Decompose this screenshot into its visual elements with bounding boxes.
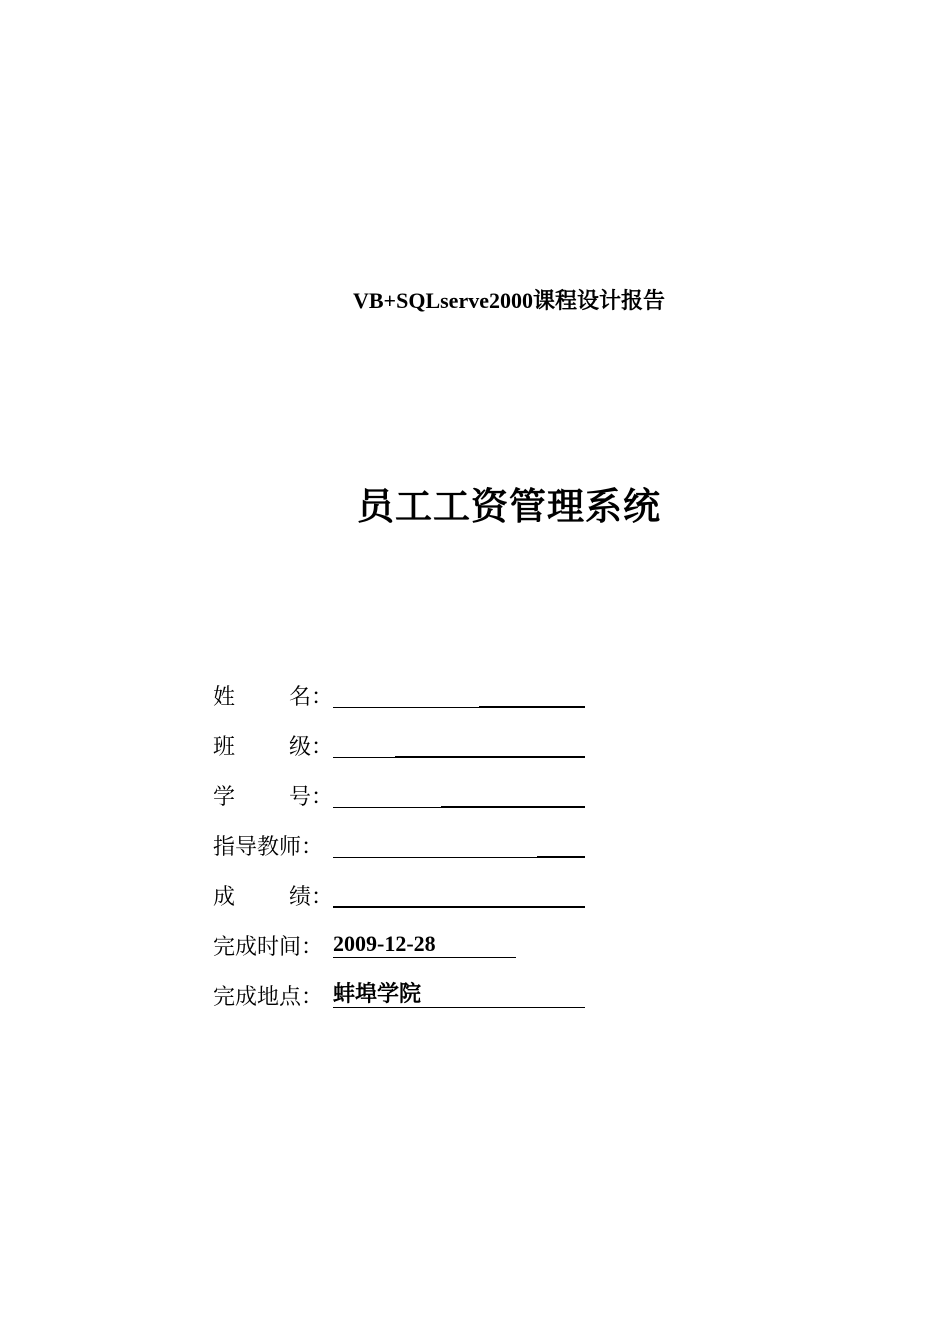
student-id-label — [213, 780, 333, 811]
report-subtitle: VB+SQLserve2000课程设计报告 — [353, 288, 665, 313]
teacher-label-text: 指导教师： — [213, 834, 324, 859]
grade-field — [333, 880, 585, 908]
class-label-a: 班 — [213, 734, 236, 759]
completion-time-value: 2009-12-28 — [333, 931, 436, 956]
student-id-label-b: 号： — [288, 784, 333, 809]
teacher-label — [213, 830, 333, 861]
completion-time-row — [213, 930, 585, 980]
grade-label — [213, 880, 333, 911]
name-label-b: 名： — [288, 684, 333, 709]
teacher-field — [333, 830, 585, 858]
name-label — [213, 680, 333, 711]
completion-place-field — [333, 980, 585, 1008]
teacher-row — [213, 830, 585, 880]
student-id-row — [213, 780, 585, 830]
grade-label-a: 成 — [213, 884, 236, 909]
completion-time-label-text: 完成时间： — [213, 934, 324, 959]
name-label-a: 姓 — [213, 684, 236, 709]
report-title: 员工工资管理系统 — [357, 487, 661, 528]
completion-place-label-text: 完成地点： — [213, 984, 324, 1009]
class-row — [213, 730, 585, 780]
class-label — [213, 730, 333, 761]
info-block — [213, 680, 585, 1030]
student-id-label-a: 学 — [213, 784, 236, 809]
name-row — [213, 680, 585, 730]
completion-time-field — [333, 930, 516, 958]
completion-time-label — [213, 930, 333, 961]
completion-place-row — [213, 980, 585, 1030]
completion-place-value: 蚌埠学院 — [333, 981, 422, 1006]
student-id-field — [333, 780, 585, 808]
grade-label-b: 绩： — [288, 884, 333, 909]
name-field — [333, 680, 585, 708]
class-field — [333, 730, 585, 758]
completion-place-label — [213, 980, 333, 1011]
class-label-b: 级： — [288, 734, 333, 759]
grade-row — [213, 880, 585, 930]
